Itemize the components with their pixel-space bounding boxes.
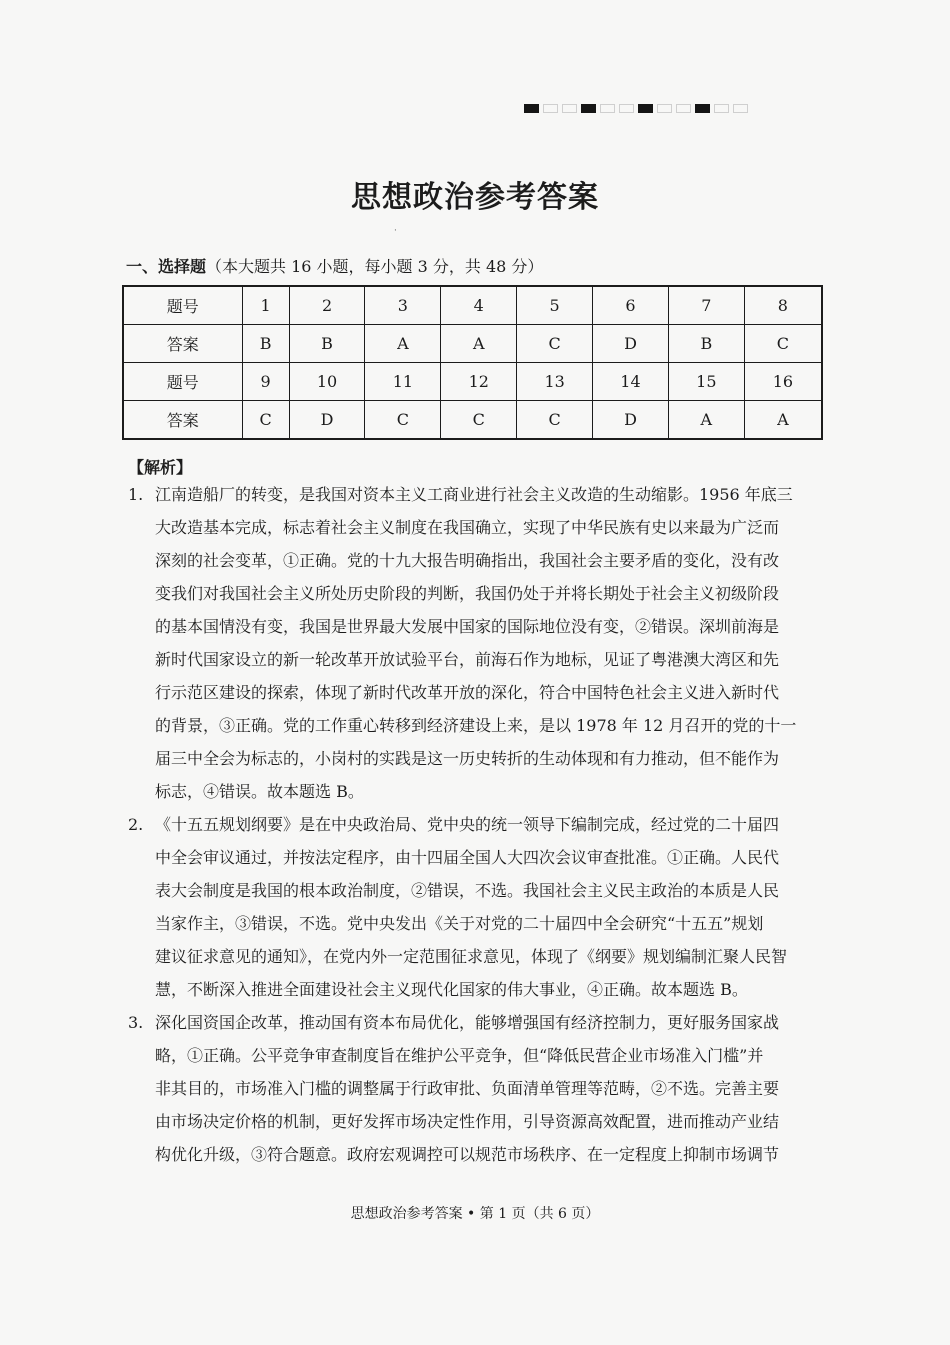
table-cell: 1 bbox=[242, 286, 289, 325]
analysis-text: 《十五五规划纲要》是在中央政治局、党中央的统一领导下编制完成，经过党的二十届四 bbox=[155, 815, 780, 834]
table-cell: B bbox=[289, 325, 365, 363]
analysis-text: 标志，④错误。故本题选 B。 bbox=[155, 782, 364, 801]
table-cell: D bbox=[593, 325, 669, 363]
analysis-line bbox=[128, 742, 818, 775]
section-heading bbox=[126, 254, 543, 277]
table-cell: 15 bbox=[668, 363, 744, 401]
page-footer: 思想政治参考答案 • 第 1 页（共 6 页） bbox=[350, 1206, 600, 1222]
analysis-line bbox=[128, 1105, 818, 1138]
table-cell: A bbox=[441, 325, 517, 363]
table-cell: 9 bbox=[242, 363, 289, 401]
analysis-item-1 bbox=[128, 478, 818, 808]
analysis-line bbox=[128, 1039, 818, 1072]
analysis-text: 大改造基本完成，标志着社会主义制度在我国确立，实现了中华民族有史以来最为广泛而 bbox=[155, 518, 780, 537]
table-row bbox=[123, 363, 822, 401]
table-cell: B bbox=[242, 325, 289, 363]
analysis-line bbox=[128, 544, 818, 577]
analysis-text: 行示范区建设的探索，体现了新时代改革开放的深化，符合中国特色社会主义进入新时代 bbox=[155, 683, 780, 702]
analysis-number: 2. bbox=[128, 815, 144, 834]
analysis-text: 建议征求意见的通知》，在党内外一定范围征求意见，体现了《纲要》规划编制汇聚人民智 bbox=[155, 947, 788, 966]
section-heading-note: （本大题共 16 小题，每小题 3 分，共 48 分） bbox=[206, 257, 544, 276]
analysis-text: 深化国资国企改革，推动国有资本布局优化，能够增强国有经济控制力，更好服务国家战 bbox=[155, 1013, 780, 1032]
table-cell: 16 bbox=[744, 363, 822, 401]
analysis-line bbox=[128, 709, 818, 742]
analysis-line bbox=[128, 511, 818, 544]
table-row-header: 题号 bbox=[123, 363, 242, 401]
table-cell: 4 bbox=[441, 286, 517, 325]
table-row-header: 答案 bbox=[123, 325, 242, 363]
analysis-number: 3. bbox=[128, 1013, 144, 1032]
analysis-line bbox=[128, 610, 818, 643]
analysis-text: 慧，不断深入推进全面建设社会主义现代化国家的伟大事业，④正确。故本题选 B。 bbox=[155, 980, 748, 999]
analysis-text: 届三中全会为标志的，小岗村的实践是这一历史转折的生动体现和有力推动，但不能作为 bbox=[155, 749, 780, 768]
table-row bbox=[123, 286, 822, 325]
analysis-item-3 bbox=[128, 1006, 818, 1171]
table-cell: 3 bbox=[365, 286, 441, 325]
analysis-line bbox=[128, 907, 818, 940]
analysis-text: 构优化升级，③符合题意。政府宏观调控可以规范市场秩序、在一定程度上抑制市场调节 bbox=[155, 1145, 780, 1164]
analysis-line bbox=[128, 1138, 818, 1171]
analysis-text: 的基本国情没有变，我国是世界最大发展中国家的国际地位没有变，②错误。深圳前海是 bbox=[155, 617, 780, 636]
analysis-line bbox=[128, 1006, 818, 1039]
analysis-line bbox=[128, 973, 818, 1006]
table-cell: 13 bbox=[517, 363, 593, 401]
analysis-text: 变我们对我国社会主义所处历史阶段的判断，我国仍处于并将长期处于社会主义初级阶段 bbox=[155, 584, 780, 603]
table-row-header: 题号 bbox=[123, 286, 242, 325]
table-cell: B bbox=[668, 325, 744, 363]
analysis-text: 表大会制度是我国的根本政治制度，②错误，不选。我国社会主义民主政治的本质是人民 bbox=[155, 881, 780, 900]
analysis-text: 由市场决定价格的机制，更好发挥市场决定性作用，引导资源高效配置，进而推动产业结 bbox=[155, 1112, 780, 1131]
analysis-line bbox=[128, 940, 818, 973]
analysis-text: 深刻的社会变革，①正确。党的十九大报告明确指出，我国社会主要矛盾的变化，没有改 bbox=[155, 551, 780, 570]
answer-table bbox=[122, 285, 823, 440]
analysis-text: 非其目的，市场准入门槛的调整属于行政审批、负面清单管理等范畴，②不选。完善主要 bbox=[155, 1079, 780, 1098]
analysis-line bbox=[128, 478, 818, 511]
table-cell: D bbox=[593, 401, 669, 440]
table-cell: C bbox=[744, 325, 822, 363]
section-heading-main: 一、选择题 bbox=[126, 257, 207, 276]
table-cell: C bbox=[365, 401, 441, 440]
analysis-label: 【解析】 bbox=[128, 458, 193, 477]
table-row bbox=[123, 401, 822, 440]
stray-mark: · bbox=[394, 226, 397, 236]
table-cell: 10 bbox=[289, 363, 365, 401]
analysis-line bbox=[128, 643, 818, 676]
table-cell: C bbox=[242, 401, 289, 440]
table-cell: 7 bbox=[668, 286, 744, 325]
analysis-line bbox=[128, 841, 818, 874]
table-cell: 12 bbox=[441, 363, 517, 401]
analysis-text: 新时代国家设立的新一轮改革开放试验平台，前海石作为地标，见证了粤港澳大湾区和先 bbox=[155, 650, 780, 669]
analysis-text: 的背景，③正确。党的工作重心转移到经济建设上来，是以 1978 年 12 月召开的党的十一 bbox=[155, 716, 797, 735]
table-cell: 5 bbox=[517, 286, 593, 325]
table-cell: 6 bbox=[593, 286, 669, 325]
analysis-text: 中全会审议通过，并按法定程序，由十四届全国人大四次会议审查批准。①正确。人民代 bbox=[155, 848, 780, 867]
header-decorative-pattern bbox=[524, 104, 748, 113]
table-cell: A bbox=[365, 325, 441, 363]
table-cell: A bbox=[668, 401, 744, 440]
analysis-line bbox=[128, 676, 818, 709]
analysis-line bbox=[128, 808, 818, 841]
analysis-item-2 bbox=[128, 808, 818, 1006]
analysis-text: 当家作主，③错误，不选。党中央发出《关于对党的二十届四中全会研究“十五五”规划 bbox=[155, 914, 764, 933]
table-cell: 8 bbox=[744, 286, 822, 325]
table-cell: 11 bbox=[365, 363, 441, 401]
page-title: 思想政治参考答案 bbox=[351, 180, 599, 215]
analysis-line bbox=[128, 874, 818, 907]
analysis-line bbox=[128, 577, 818, 610]
table-cell: 14 bbox=[593, 363, 669, 401]
analysis-line bbox=[128, 1072, 818, 1105]
table-cell: A bbox=[744, 401, 822, 440]
table-cell: 2 bbox=[289, 286, 365, 325]
table-cell: D bbox=[289, 401, 365, 440]
table-cell: C bbox=[517, 401, 593, 440]
analysis-text: 略，①正确。公平竞争审查制度旨在维护公平竞争，但“降低民营企业市场准入门槛”并 bbox=[155, 1046, 764, 1065]
table-cell: C bbox=[441, 401, 517, 440]
table-row bbox=[123, 325, 822, 363]
table-row-header: 答案 bbox=[123, 401, 242, 440]
analysis-number: 1. bbox=[128, 485, 144, 504]
analysis-line bbox=[128, 775, 818, 808]
analysis-text: 江南造船厂的转变，是我国对资本主义工商业进行社会主义改造的生动缩影。1956 年底三 bbox=[155, 485, 793, 504]
table-cell: C bbox=[517, 325, 593, 363]
